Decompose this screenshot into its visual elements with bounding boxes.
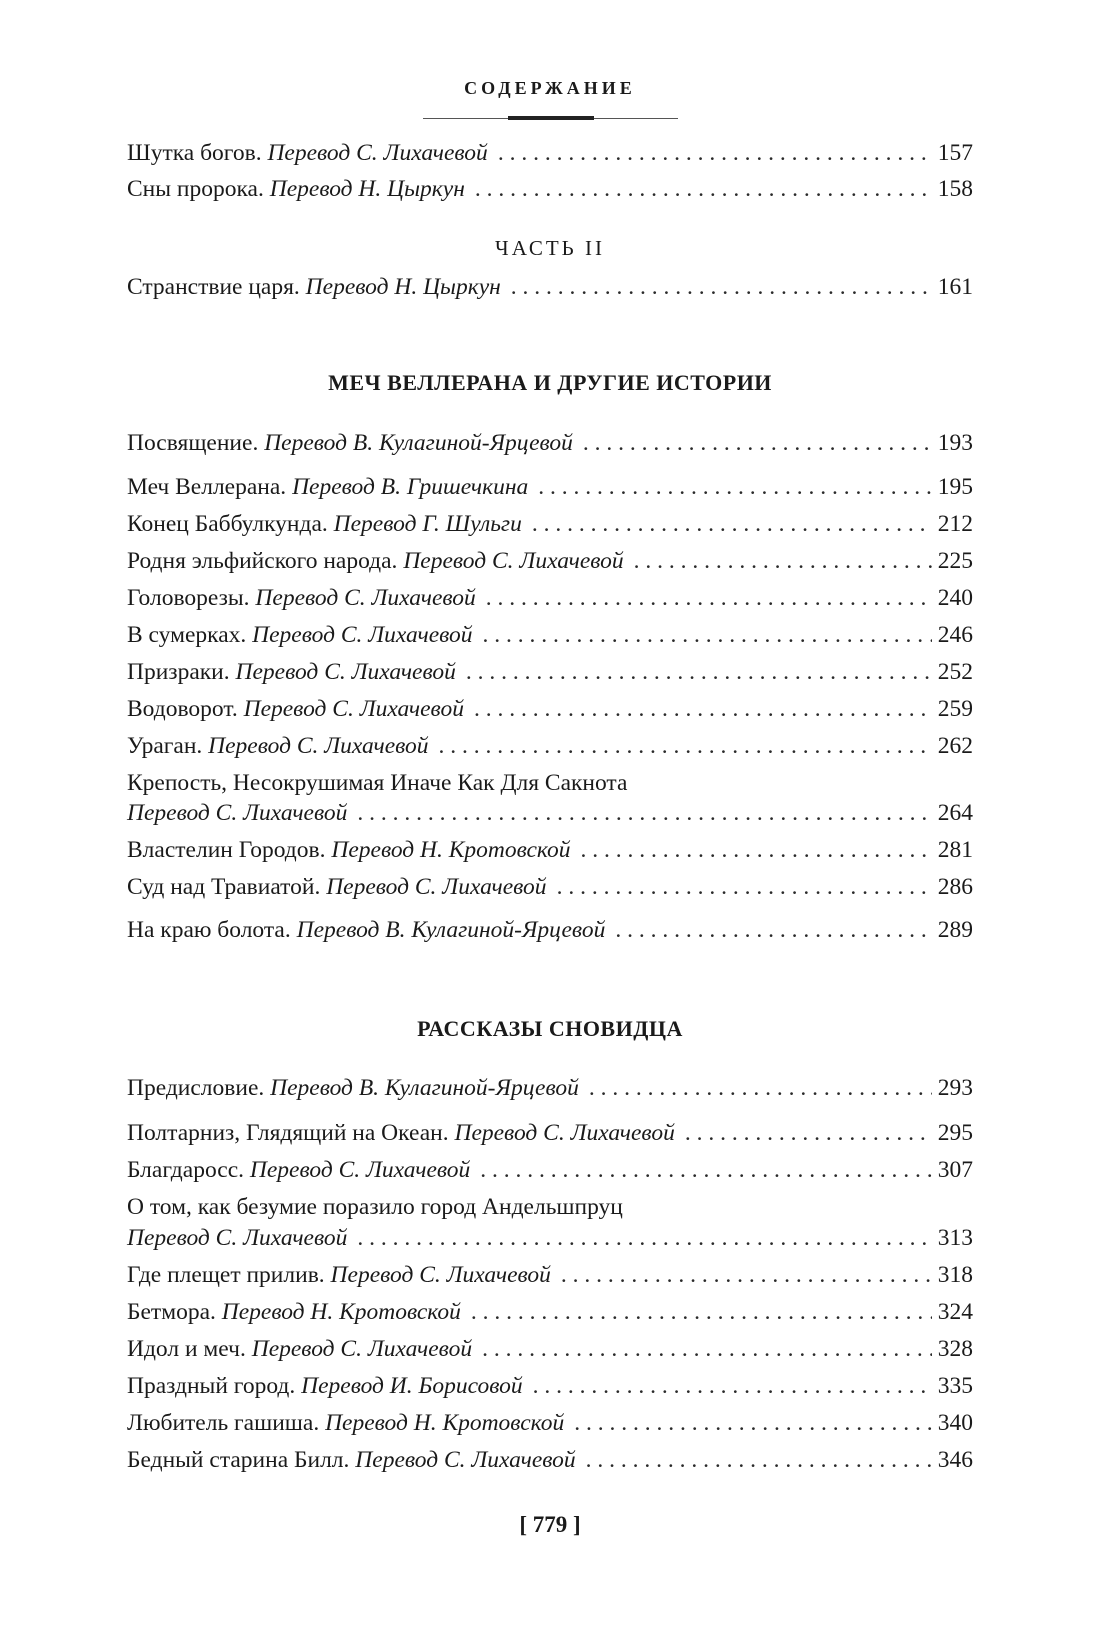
leader-dots xyxy=(480,1154,931,1186)
entry-title: Головорезы. xyxy=(127,585,250,611)
leader-dots xyxy=(586,1444,932,1476)
toc-entry xyxy=(127,137,973,169)
entry-page: 264 xyxy=(937,800,973,826)
leader-dots xyxy=(482,1333,932,1365)
toc-entry xyxy=(127,1117,973,1149)
entry-title-line: О том, как безумие поразило город Андельшпруц xyxy=(127,1194,623,1220)
entry-title: Странствие царя. xyxy=(127,274,300,300)
leader-dots xyxy=(498,137,932,169)
entry-page: 158 xyxy=(937,176,973,202)
entry-page: 195 xyxy=(937,474,973,500)
entry-title: В сумерках. xyxy=(127,622,247,648)
leader-dots xyxy=(533,1370,932,1402)
entry-translator: Перевод С. Лихачевой xyxy=(330,1262,551,1288)
entry-page: 262 xyxy=(937,733,973,759)
toc-entry xyxy=(127,834,973,866)
entry-page: 324 xyxy=(937,1299,973,1325)
entry-title: Полтарниз, Глядящий на Океан. xyxy=(127,1120,449,1146)
entry-page: 289 xyxy=(937,917,973,943)
entry-title: Бедный старина Билл. xyxy=(127,1447,350,1473)
toc-entry xyxy=(127,730,973,762)
entry-translator: Перевод И. Борисовой xyxy=(301,1373,523,1399)
toc-entry xyxy=(127,914,973,946)
entry-page: 328 xyxy=(937,1336,973,1362)
entry-translator: Перевод Н. Кротовской xyxy=(325,1410,565,1436)
toc-entry xyxy=(127,693,973,725)
leader-dots xyxy=(685,1117,932,1149)
entry-translator: Перевод В. Кулагиной-Ярцевой xyxy=(296,917,606,943)
leader-dots xyxy=(557,871,932,903)
entry-translator: Перевод Н. Цыркун xyxy=(269,176,465,202)
leader-dots xyxy=(474,693,932,725)
entry-page: 161 xyxy=(937,274,973,300)
entry-translator: Перевод В. Гришечкина xyxy=(292,474,529,500)
toc-entry xyxy=(127,1444,973,1476)
leader-dots xyxy=(634,545,932,577)
leader-dots xyxy=(357,1222,931,1254)
entry-page: 252 xyxy=(937,659,973,685)
entry-title: Конец Баббулкунда. xyxy=(127,511,328,537)
toc-entry xyxy=(127,1154,973,1186)
entry-translator: Перевод С. Лихачевой xyxy=(243,696,464,722)
entry-title: Праздный город. xyxy=(127,1373,296,1399)
entry-title: Меч Веллерана. xyxy=(127,474,287,500)
toc-entry xyxy=(127,1072,973,1104)
toc-entry xyxy=(127,173,973,205)
entry-page: 313 xyxy=(937,1225,973,1251)
leader-dots xyxy=(357,797,931,829)
section-title: РАССКАЗЫ СНОВИДЦА xyxy=(417,1016,683,1041)
entry-translator: Перевод В. Кулагиной-Ярцевой xyxy=(270,1075,579,1101)
toc-entry xyxy=(127,1222,973,1254)
page-number: [ 779 ] xyxy=(519,1512,581,1537)
entry-translator: Перевод С. Лихачевой xyxy=(249,1157,471,1183)
entry-translator: Перевод В. Кулагиной-Ярцевой xyxy=(264,430,573,456)
entry-title: Суд над Травиатой. xyxy=(127,874,321,900)
entry-page: 212 xyxy=(937,511,973,537)
entry-translator: Перевод С. Лихачевой xyxy=(235,659,456,685)
toc-entry xyxy=(127,427,973,459)
leader-dots xyxy=(471,1296,932,1328)
entry-title: Родня эльфийского народа. xyxy=(127,548,398,574)
entry-title: Благдаросс. xyxy=(127,1157,245,1183)
toc-entry xyxy=(127,1407,973,1439)
leader-dots xyxy=(486,582,932,614)
toc-entry xyxy=(127,1333,973,1365)
toc-entry xyxy=(127,619,973,651)
entry-translator: Перевод С. Лихачевой xyxy=(127,800,348,826)
toc-entry xyxy=(127,871,973,903)
entry-title: Посвящение. xyxy=(127,430,259,456)
entry-page: 340 xyxy=(937,1410,973,1436)
entry-page: 240 xyxy=(937,585,973,611)
leader-dots xyxy=(581,834,932,866)
entry-translator: Перевод Н. Кротовской xyxy=(221,1299,461,1325)
entry-page: 295 xyxy=(937,1120,973,1146)
entry-title: На краю болота. xyxy=(127,917,291,943)
leader-dots xyxy=(561,1259,932,1291)
leader-dots xyxy=(483,619,932,651)
leader-dots xyxy=(511,271,932,303)
entry-page: 193 xyxy=(937,430,973,456)
entry-translator: Перевод Г. Шульги xyxy=(333,511,522,537)
toc-entry xyxy=(127,582,973,614)
leader-dots xyxy=(615,914,931,946)
head-rule-accent xyxy=(508,116,594,120)
entry-page: 335 xyxy=(937,1373,973,1399)
entry-translator: Перевод С. Лихачевой xyxy=(403,548,624,574)
toc-entry xyxy=(127,545,973,577)
entry-title: Властелин Городов. xyxy=(127,837,326,863)
leader-dots xyxy=(583,427,932,459)
entry-title: Ураган. xyxy=(127,733,203,759)
entry-translator: Перевод Н. Кротовской xyxy=(331,837,571,863)
entry-title: Призраки. xyxy=(127,659,230,685)
leader-dots xyxy=(475,173,932,205)
entry-translator: Перевод С. Лихачевой xyxy=(251,1336,473,1362)
leader-dots xyxy=(439,730,932,762)
entry-title: Предисловие. xyxy=(127,1075,265,1101)
toc-entry xyxy=(127,797,973,829)
toc-entry xyxy=(127,508,973,540)
entry-title: Идол и меч. xyxy=(127,1336,246,1362)
entry-page: 157 xyxy=(937,140,973,166)
entry-translator: Перевод С. Лихачевой xyxy=(454,1120,675,1146)
leader-dots xyxy=(538,471,931,503)
entry-page: 246 xyxy=(937,622,973,648)
section-title: МЕЧ ВЕЛЛЕРАНА И ДРУГИЕ ИСТОРИИ xyxy=(328,370,772,395)
running-head: СОДЕРЖАНИЕ xyxy=(464,78,636,98)
leader-dots xyxy=(589,1072,932,1104)
entry-title: Бетмора. xyxy=(127,1299,216,1325)
entry-title: Где плещет прилив. xyxy=(127,1262,325,1288)
entry-page: 346 xyxy=(937,1447,973,1473)
entry-translator: Перевод С. Лихачевой xyxy=(267,140,488,166)
leader-dots xyxy=(574,1407,932,1439)
entry-page: 281 xyxy=(937,837,973,863)
toc-entry xyxy=(127,1370,973,1402)
entry-translator: Перевод С. Лихачевой xyxy=(255,585,476,611)
toc-entry xyxy=(127,656,973,688)
entry-title-line: Крепость, Несокрушимая Иначе Как Для Сакнота xyxy=(127,770,628,796)
entry-page: 307 xyxy=(937,1157,973,1183)
part-label: ЧАСТЬ II xyxy=(495,236,605,260)
leader-dots xyxy=(466,656,932,688)
toc-entry xyxy=(127,1259,973,1291)
entry-page: 318 xyxy=(937,1262,973,1288)
entry-title: Сны пророка. xyxy=(127,176,264,202)
toc-entry xyxy=(127,1296,973,1328)
entry-translator: Перевод С. Лихачевой xyxy=(326,874,547,900)
entry-page: 293 xyxy=(937,1075,973,1101)
toc-entry xyxy=(127,471,973,503)
entry-translator: Перевод С. Лихачевой xyxy=(252,622,473,648)
entry-translator: Перевод С. Лихачевой xyxy=(355,1447,576,1473)
toc-entry xyxy=(127,271,973,303)
entry-translator: Перевод Н. Цыркун xyxy=(305,274,501,300)
entry-translator: Перевод С. Лихачевой xyxy=(208,733,429,759)
entry-title: Любитель гашиша. xyxy=(127,1410,320,1436)
entry-translator: Перевод С. Лихачевой xyxy=(127,1225,348,1251)
entry-title: Водоворот. xyxy=(127,696,238,722)
entry-page: 286 xyxy=(937,874,973,900)
entry-page: 259 xyxy=(937,696,973,722)
leader-dots xyxy=(532,508,932,540)
entry-page: 225 xyxy=(937,548,973,574)
entry-title: Шутка богов. xyxy=(127,140,262,166)
